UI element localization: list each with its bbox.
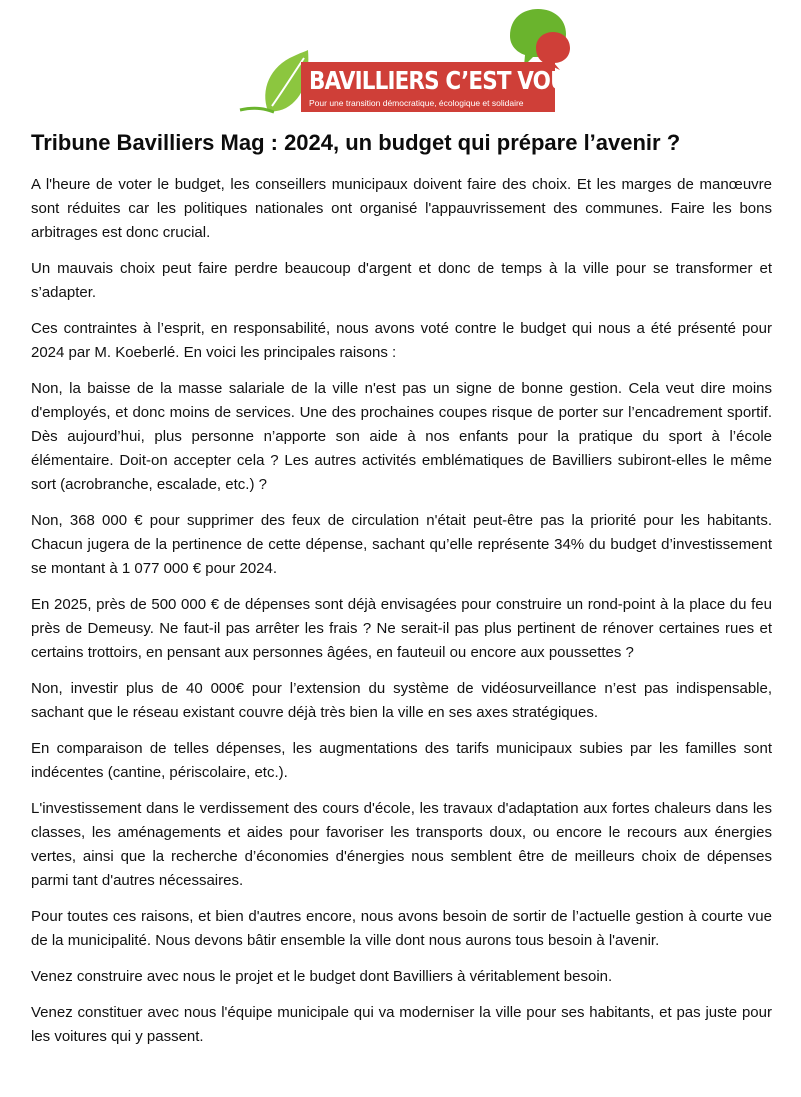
paragraph: Non, 368 000 € pour supprimer des feux de circulation n'était peut-être pas la priorité pour les habitants. Chacun jugera de la pertinence de cette dépense, sachant qu’elle représente 34% du budget d’investissement se montant à 1 077 000 € pour 2024. [31,512,772,577]
logo-name: BAVILLIERS C’EST VOUS [309,66,582,95]
paragraph: A l'heure de voter le budget, les conseillers municipaux doivent faire des choix. Et les marges de manœuvre sont réduites car les politiques nationales ont organisé l'appauvrissement des communes. Faire les bons arbitrages est donc crucial. [31,176,772,241]
article-body [31,173,772,1061]
speech-bubble-icon [510,9,570,70]
paragraph: Ces contraintes à l’esprit, en responsabilité, nous avons voté contre le budget qui nous a été présenté pour 2024 par M. Koeberlé. En voici les principales raisons : [31,320,772,361]
logo [238,6,582,120]
paragraph: Un mauvais choix peut faire perdre beaucoup d'argent et donc de temps à la ville pour se transformer et s’adapter. [31,260,772,301]
paragraph: Pour toutes ces raisons, et bien d'autres encore, nous avons besoin de sortir de l’actuelle gestion à courte vue de la municipalité. Nous devons bâtir ensemble la ville dont nous aurons tous besoin à l'avenir. [31,908,772,949]
logo-banner [301,62,582,112]
paragraph: Venez construire avec nous le projet et le budget dont Bavilliers à véritablement besoin. [31,968,613,985]
paragraph: En comparaison de telles dépenses, les augmentations des tarifs municipaux subies par les familles sont indécentes (cantine, périscolaire, etc.). [31,740,772,781]
paragraph: Non, la baisse de la masse salariale de la ville n'est pas un signe de bonne gestion. Cela veut dire moins d'employés, et donc moins de services. Une des prochaines coupes risque de porter sur l’encadrement sportif. Dès aujourd’hui, plus personne n’apporte son aide à nos enfants pour la pratique du sport à l’école élémentaire. Doit-on accepter cela ? Les autres activités emblématiques de Bavilliers subiront-elles le même sort (acrobranche, escalade, etc.) ? [31,380,772,493]
paragraph: Venez constituer avec nous l'équipe municipale qui va moderniser la ville pour ses habitants, et pas juste pour les voitures qui y passent. [31,1004,772,1045]
paragraph: L'investissement dans le verdissement des cours d'école, les travaux d'adaptation aux fortes chaleurs dans les classes, les aménagements et aides pour favoriser les transports doux, ou encore le recours aux énergies vertes, ainsi que la recherche d’économies d'énergies nous semblent être de meilleurs choix de dépenses parmi tant d'autres nécessaires. [31,800,772,889]
article-title: Tribune Bavilliers Mag : 2024, un budget qui prépare l’avenir ? [31,130,681,155]
logo-tagline: Pour une transition démocratique, écologique et solidaire [309,98,524,108]
leaf-icon [240,50,308,112]
paragraph: Non, investir plus de 40 000€ pour l’extension du système de vidéosurveillance n’est pas indispensable, sachant que le réseau existant couvre déjà très bien la ville en ses axes stratégiques. [31,680,772,721]
paragraph: En 2025, près de 500 000 € de dépenses sont déjà envisagées pour construire un rond-point à la place du feu près de Demeusy. Ne faut-il pas arrêter les frais ? Ne serait-il pas plus pertinent de rénover certaines rues et certains trottoirs, en pensant aux personnes âgées, en fauteuil ou encore aux poussettes ? [31,596,772,661]
